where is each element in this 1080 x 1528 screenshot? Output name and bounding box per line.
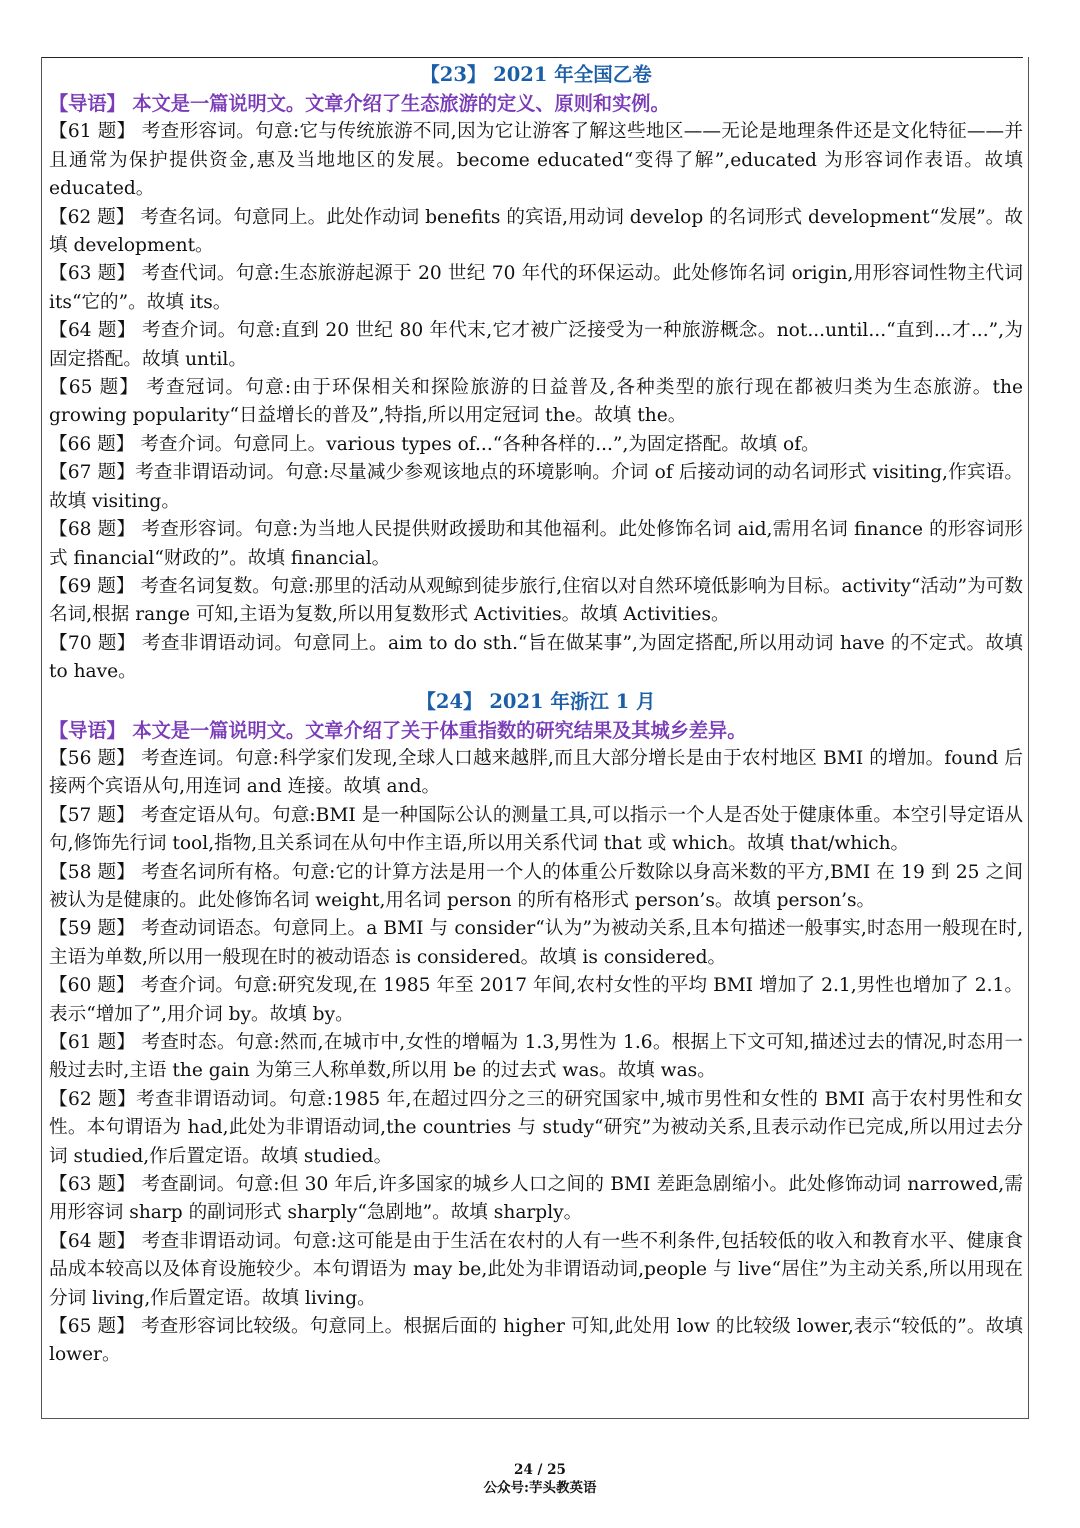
answer-explanation: 【66 题】 考查介词。句意同上。various types of...“各种各样的...”,为固定搭配。故填 of。 — [49, 433, 820, 455]
page-number: 24 / 25 — [514, 1462, 566, 1478]
answer-explanation: 【59 题】 考查动词语态。句意同上。a BMI 与 consider“认为”为被动关系,且本句描述一般事实,时态用一般现在时,主语为单数,所以用一般现在时的被动语态 is considered。故填 is considered。 — [49, 918, 1023, 968]
account-name: 公众号:芋头教英语 — [483, 1480, 597, 1496]
answer-explanation: 【68 题】 考查形容词。句意:为当地人民提供财政援助和其他福利。此处修饰名词 aid,需用名词 finance 的形容词形式 financial“财政的”。故填 financial。 — [49, 519, 1023, 569]
answer-explanation: 【63 题】 考查代词。句意:生态旅游起源于 20 世纪 70 年代的环保运动。此处修饰名词 origin,用形容词性物主代词 its“它的”。故填 its。 — [49, 263, 1023, 313]
section-title: 【24】 2021 年浙江 1 月 — [416, 689, 656, 713]
answer-explanation: 【67 题】考查非谓语动词。句意:尽量减少参观该地点的环境影响。介词 of 后接动词的动名词形式 visiting,作宾语。故填 visiting。 — [49, 462, 1023, 512]
answer-explanation: 【64 题】 考查介词。句意:直到 20 世纪 80 年代末,它才被广泛接受为一种旅游概念。not...until...“直到...才...”,为固定搭配。故填 until。 — [49, 320, 1023, 370]
answer-explanation: 【70 题】 考查非谓语动词。句意同上。aim to do sth.“旨在做某事”,为固定搭配,所以用动词 have 的不定式。故填 to have。 — [49, 632, 1023, 683]
answer-explanation: 【63 题】 考查副词。句意:但 30 年后,许多国家的城乡人口之间的 BMI 差距急剧缩小。此处修饰动词 narrowed,需用形容词 sharp 的副词形式 sharply“急剧地”。故填 sharply。 — [49, 1174, 1023, 1224]
section-guide: 【导语】 本文是一篇说明文。文章介绍了关于体重指数的研究结果及其城乡差异。 — [49, 718, 747, 742]
answer-explanation: 【61 题】 考查形容词。句意:它与传统旅游不同,因为它让游客了解这些地区——无论是地理条件还是文化特征——并且通常为保护提供资金,惠及当地地区的发展。become educated“变得了解”,educated 为形容词作表语。故填 educated。 — [49, 121, 1023, 200]
answer-explanation: 【60 题】 考查介词。句意:研究发现,在 1985 年至 2017 年间,农村女性的平均 BMI 增加了 2.1,男性也增加了 2.1。表示“增加了”,用介词 by。故填 by。 — [49, 975, 1023, 1025]
answer-explanation: 【69 题】 考查名词复数。句意:那里的活动从观鲸到徒步旅行,住宿以对自然环境低影响为目标。activity“活动”为可数名词,根据 range 可知,主语为复数,所以用复数形式 Activities。故填 Activities。 — [49, 575, 1023, 626]
page-content — [49, 60, 1023, 1370]
answer-explanation: 【57 题】 考查定语从句。句意:BMI 是一种国际公认的测量工具,可以指示一个人是否处于健康体重。本空引导定语从句,修饰先行词 tool,指物,且关系词在从句中作主语,所以用关系代词 that 或 which。故填 that/which。 — [49, 804, 1023, 855]
answer-explanation: 【56 题】 考查连词。句意:科学家们发现,全球人口越来越胖,而且大部分增长是由于农村地区 BMI 的增加。found 后接两个宾语从句,用连词 and 连接。故填 and。 — [49, 747, 1023, 798]
section-title: 【23】 2021 年全国乙卷 — [420, 63, 652, 86]
answer-explanation: 【65 题】 考查形容词比较级。句意同上。根据后面的 higher 可知,此处用 low 的比较级 lower,表示“较低的”。故填 lower。 — [49, 1316, 1023, 1366]
answer-explanation: 【62 题】考查非谓语动词。句意:1985 年,在超过四分之三的研究国家中,城市男性和女性的 BMI 高于农村男性和女性。本句谓语为 had,此处为非谓语动词,the countries 与 study“研究”为被动关系,且表示动作已完成,所以用过去分词 studied,作后置定语。故填 studied。 — [49, 1088, 1023, 1167]
answer-explanation: 【62 题】 考查名词。句意同上。此处作动词 benefits 的宾语,用动词 develop 的名词形式 development“发展”。故填 development。 — [49, 206, 1023, 257]
answer-explanation: 【58 题】 考查名词所有格。句意:它的计算方法是用一个人的体重公斤数除以身高米数的平方,BMI 在 19 到 25 之间被认为是健康的。此处修饰名词 weight,用名词 person 的所有格形式 person’s。故填 person’s。 — [49, 861, 1023, 911]
answer-explanation: 【64 题】 考查非谓语动词。句意:这可能是由于生活在农村的人有一些不利条件,包括较低的收入和教育水平、健康食品成本较高以及体育设施较少。本句谓语为 may be,此处为非谓语动词,people 与 live“居住”为主动关系,所以用现在分词 living,作后置定语。故填 living。 — [49, 1230, 1023, 1309]
section-guide: 【导语】 本文是一篇说明文。文章介绍了生态旅游的定义、原则和实例。 — [49, 92, 670, 115]
answer-explanation: 【61 题】 考查时态。句意:然而,在城市中,女性的增幅为 1.3,男性为 1.6。根据上下文可知,描述过去的情况,时态用一般过去时,主语 the gain 为第三人称单数,所以用 be 的过去式 was。故填 was。 — [49, 1032, 1023, 1082]
answer-explanation: 【65 题】 考查冠词。句意:由于环保相关和探险旅游的日益普及,各种类型的旅行现在都被归类为生态旅游。the growing popularity“日益增长的普及”,特指,所以用定冠词 the。故填 the。 — [49, 377, 1023, 427]
